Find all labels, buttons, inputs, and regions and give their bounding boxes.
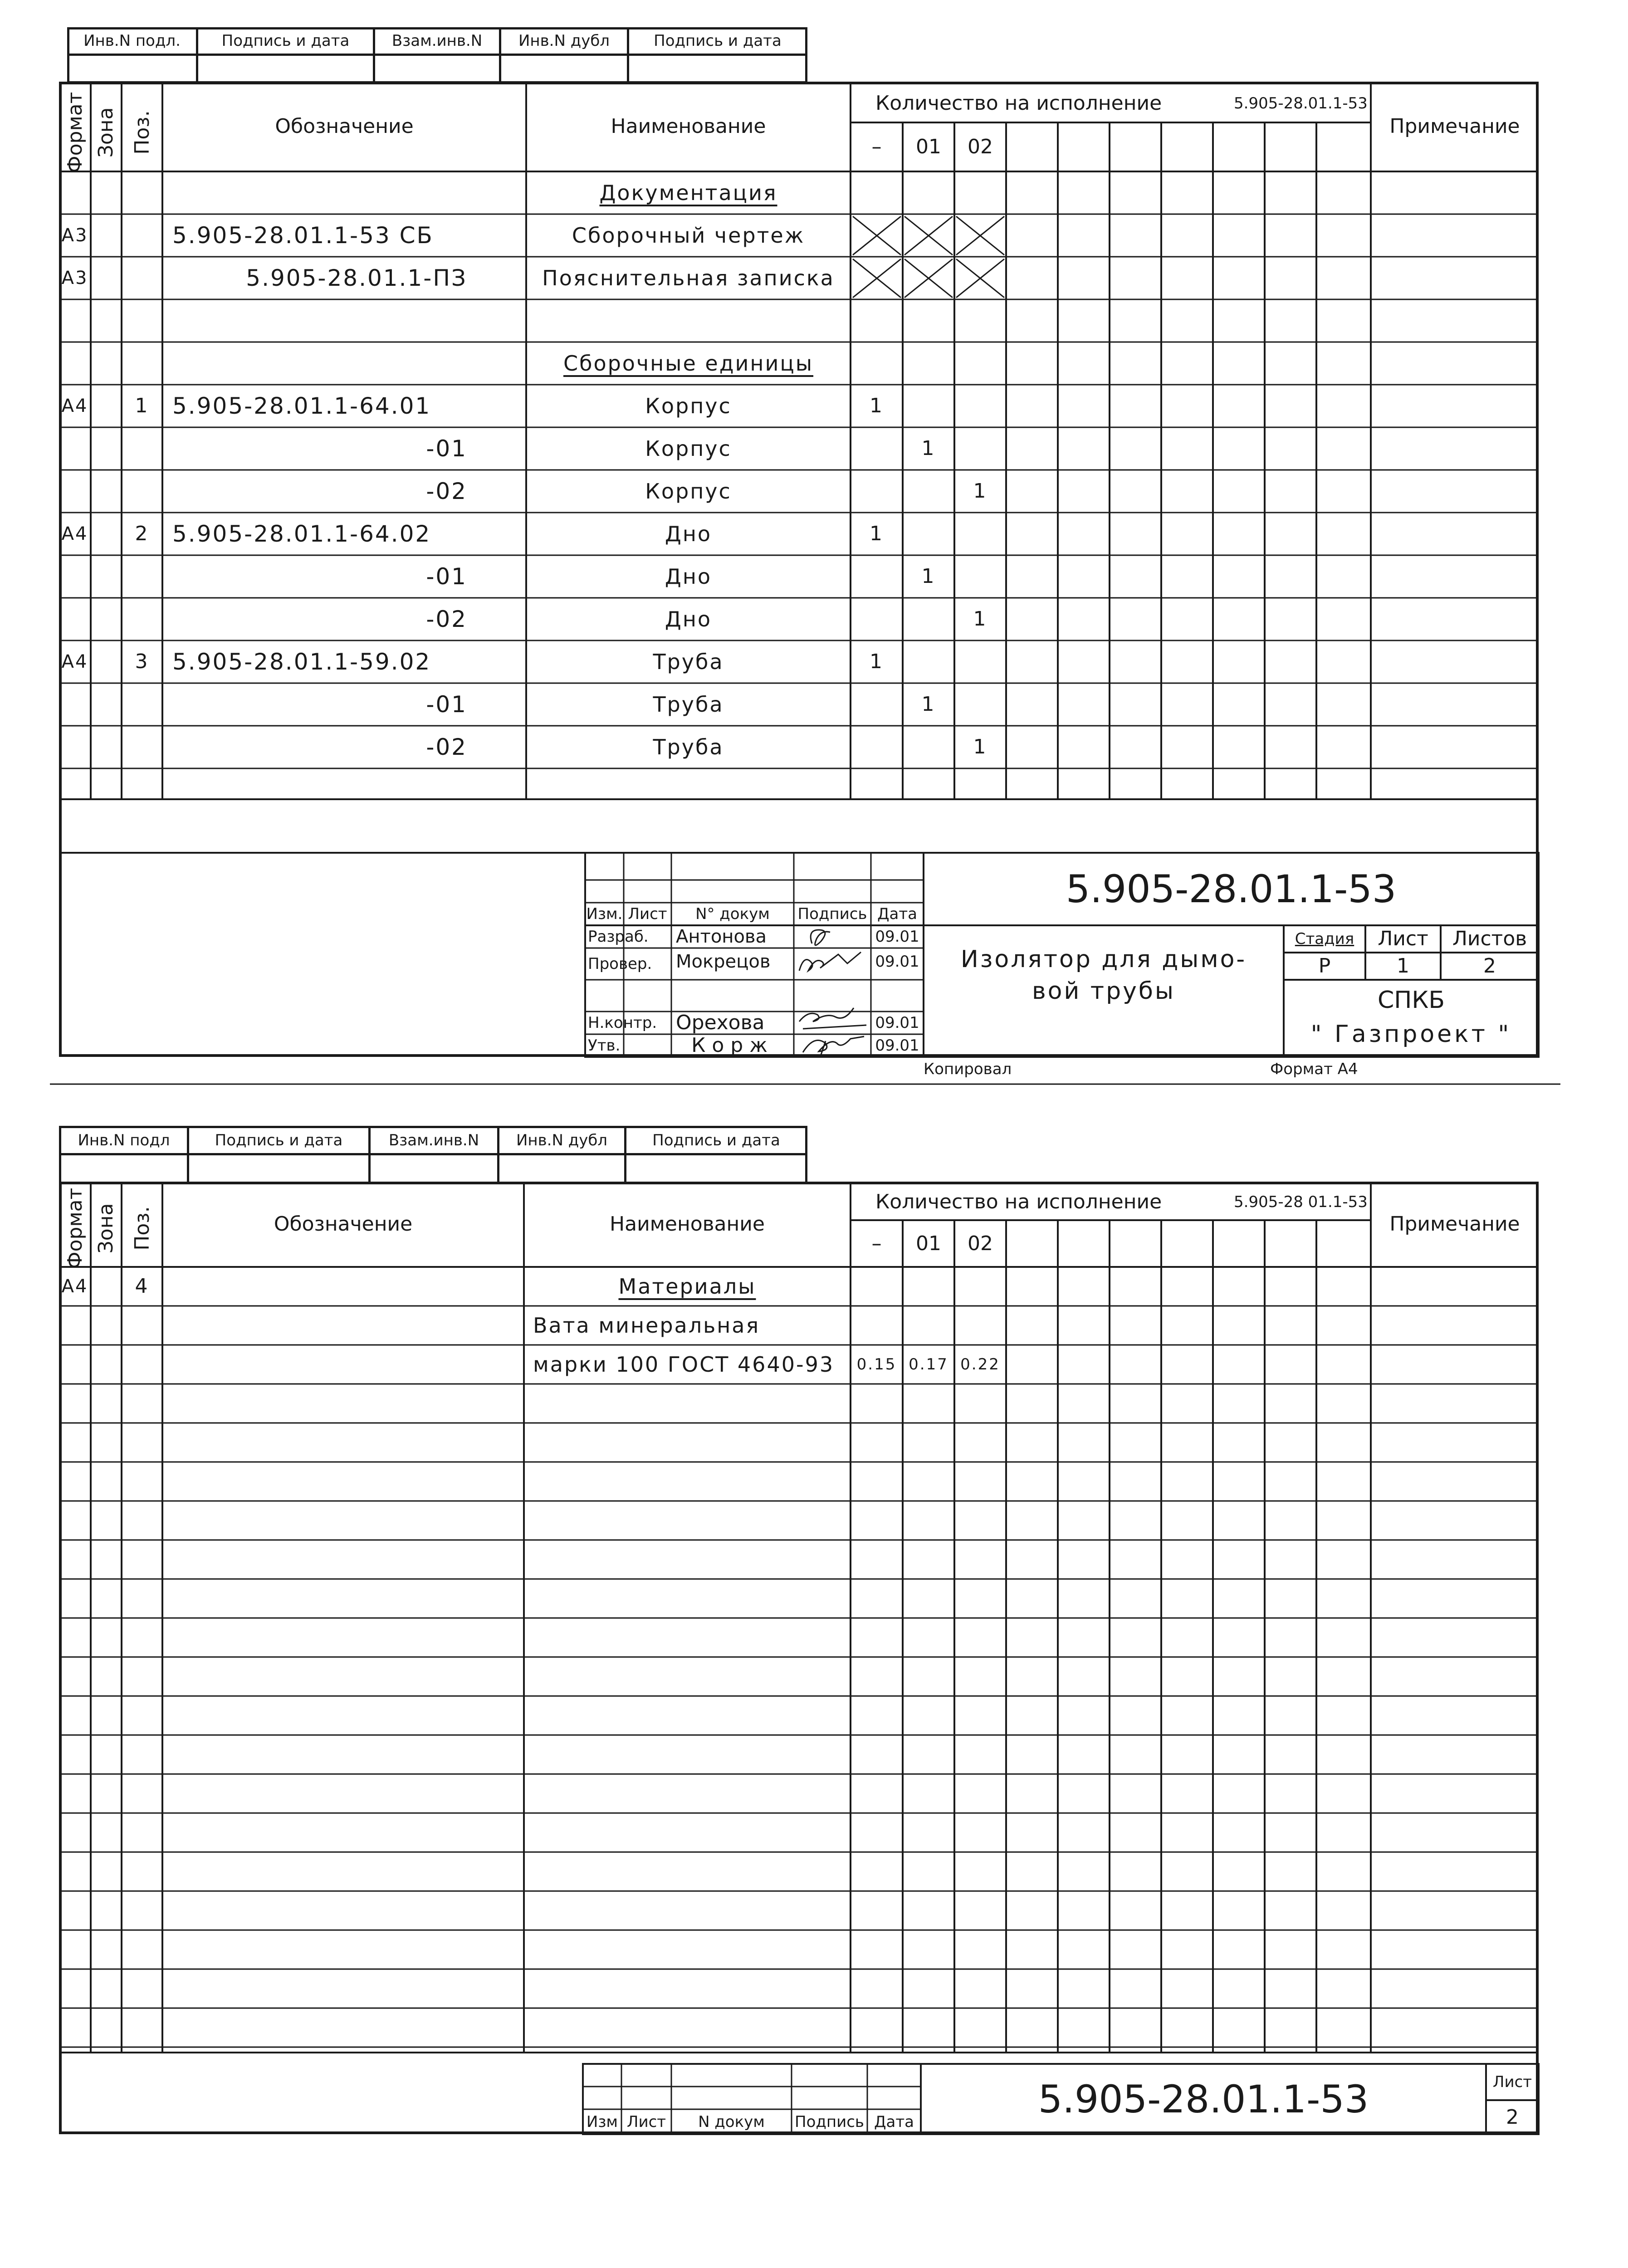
- cell-designation: 5.905-28.01.1-ПЗ: [246, 265, 467, 291]
- cell-designation: -02: [426, 734, 467, 760]
- cell-name: Сборочный чертеж: [572, 223, 805, 248]
- cell-name: Труба: [653, 735, 724, 759]
- cell-q0: [851, 1267, 903, 1306]
- col-label: Подпись: [795, 2112, 864, 2131]
- stamp-cell: Взам.инв.N: [388, 1131, 479, 1149]
- cell-q2: 0.22: [960, 1355, 1000, 1374]
- org-line-2: " Газпроект ": [1310, 1021, 1512, 1048]
- cell-name: Дно: [665, 564, 712, 589]
- header-format: Формат: [63, 92, 87, 173]
- cell-name: Документация: [599, 181, 777, 205]
- cell-name: марки 100 ГОСТ 4640-93: [533, 1352, 835, 1377]
- sheet-label: Лист: [1378, 927, 1428, 950]
- stamp-cell: Подпись и дата: [652, 1131, 780, 1149]
- header-qty-doc: 5.905-28.01.1-53: [1234, 94, 1368, 112]
- cell-q2: 1: [973, 607, 988, 631]
- header-qty-doc: 5.905-28 01.1-53: [1234, 1193, 1368, 1211]
- cell-q1: 0.17: [909, 1355, 948, 1374]
- cell-pos: [122, 1345, 162, 1384]
- cell-pos: 3: [135, 650, 149, 673]
- stamp-cell: Инв.N дубл: [518, 32, 610, 50]
- header-designation: Обозначение: [274, 1212, 413, 1236]
- header-name: Наименование: [611, 115, 766, 138]
- cell-q0: 1: [870, 394, 884, 417]
- stamp-cell: Подпись и дата: [654, 32, 782, 50]
- cell-q1: 1: [921, 565, 936, 588]
- sheets-value: 2: [1483, 954, 1496, 978]
- stamp-cell: Подпись и дата: [221, 32, 350, 50]
- col-label: Изм: [586, 2112, 618, 2131]
- header-note: Примечание: [1389, 115, 1520, 138]
- cell-pos: 1: [135, 394, 149, 417]
- sheet-value: 1: [1397, 954, 1409, 978]
- cell-zone: [91, 1267, 122, 1306]
- cell-format: А4: [61, 523, 88, 544]
- cell-format: А4: [61, 651, 88, 672]
- cell-pos: [122, 1306, 162, 1345]
- col-label: N° докум: [695, 905, 770, 923]
- cell-format: [59, 1306, 91, 1345]
- cell-q2: 1: [973, 479, 988, 503]
- cell-q1: [903, 1267, 954, 1306]
- col-label: Лист: [626, 2112, 666, 2131]
- cell-designation: [172, 1267, 526, 1306]
- cell-q1: 1: [921, 437, 936, 460]
- header-variant: –: [871, 1232, 882, 1255]
- role-label: Разраб.: [588, 928, 649, 946]
- stamp-cell: Инв.N подл.: [83, 32, 181, 50]
- cell-name: Дно: [665, 607, 712, 631]
- stamp-cell: Взам.инв.N: [391, 32, 483, 50]
- header-name: Наименование: [610, 1212, 765, 1236]
- role-label: Провер.: [588, 955, 652, 973]
- cell-q1: 1: [921, 693, 936, 716]
- cell-designation: -02: [426, 478, 467, 504]
- cell-q2: [954, 1306, 1006, 1345]
- col-label: Дата: [874, 2112, 914, 2131]
- header-pos: Поз.: [130, 110, 154, 155]
- header-designation: Обозначение: [275, 115, 414, 138]
- stage-label: Стадия: [1295, 930, 1354, 948]
- org-line-1: СПКБ: [1377, 987, 1445, 1014]
- cell-designation: 5.905-28.01.1-64.01: [172, 393, 431, 419]
- doc-number: 5.905-28.01.1-53: [1066, 867, 1397, 911]
- cell-designation: -01: [426, 435, 467, 462]
- cell-q2: 1: [973, 735, 988, 758]
- cell-name: Материалы: [618, 1274, 756, 1299]
- header-note: Примечание: [1389, 1212, 1520, 1236]
- cell-pos: 2: [135, 522, 149, 545]
- header-variant: 01: [916, 1232, 941, 1255]
- date: 09.01: [875, 928, 919, 946]
- cell-designation: [172, 1345, 526, 1384]
- cell-format: А4: [61, 1276, 88, 1297]
- col-label: Изм.: [586, 905, 623, 923]
- cell-zone: [91, 1306, 122, 1345]
- header-zone: Зона: [94, 1203, 117, 1254]
- cell-q1: [903, 1306, 954, 1345]
- sheets-label: Листов: [1452, 927, 1527, 950]
- cell-q0: [851, 1306, 903, 1345]
- cell-format: А3: [61, 225, 88, 246]
- date: 09.01: [875, 1014, 919, 1032]
- header-qty: Количество на исполнение: [875, 1190, 1162, 1213]
- cell-format: [59, 1345, 91, 1384]
- header-format: Формат: [63, 1188, 87, 1269]
- cell-q0: 1: [870, 650, 884, 673]
- cell-q0: 0.15: [856, 1355, 897, 1374]
- cell-format: А3: [61, 268, 88, 288]
- stamp-cell: Инв.N дубл: [516, 1131, 608, 1149]
- cell-name: Корпус: [645, 479, 732, 503]
- header-zone: Зона: [94, 107, 117, 158]
- cell-name: Сборочные единицы: [563, 351, 814, 376]
- cell-q2: [954, 1267, 1006, 1306]
- stage-value: Р: [1318, 954, 1331, 978]
- col-label: Дата: [877, 905, 918, 923]
- cell-name: Труба: [653, 650, 724, 674]
- cell-name: Дно: [665, 522, 712, 546]
- cell-name: Вата минеральная: [533, 1313, 760, 1338]
- person-name: Корж: [691, 1034, 774, 1057]
- cell-designation: -01: [426, 691, 467, 718]
- col-label: Подпись: [797, 905, 867, 923]
- person-name: Мокрецов: [676, 951, 771, 972]
- cell-designation: 5.905-28.01.1-59.02: [172, 649, 431, 675]
- stamp-cell: Подпись и дата: [215, 1131, 343, 1149]
- cell-name: Труба: [653, 692, 724, 717]
- copied-by: Копировал: [924, 1060, 1012, 1078]
- header-variant: 02: [968, 135, 993, 158]
- person-name: Антонова: [676, 926, 767, 947]
- cell-designation: 5.905-28.01.1-53 СБ: [172, 222, 434, 249]
- doc-title-line-1: Изолятор для дымо-: [960, 946, 1247, 973]
- cell-zone: [91, 1345, 122, 1384]
- date: 09.01: [875, 953, 919, 971]
- stamp-cell: Инв.N подл: [78, 1131, 170, 1149]
- header-variant: 01: [916, 135, 941, 158]
- cell-designation: [172, 1306, 526, 1345]
- role-label: Н.контр.: [588, 1014, 657, 1032]
- person-name: Орехова: [676, 1011, 765, 1034]
- cell-designation: -01: [426, 563, 467, 590]
- doc-title-line-2: вой трубы: [1032, 978, 1175, 1005]
- role-label: Утв.: [588, 1036, 621, 1055]
- doc-number: 5.905-28.01.1-53: [1038, 2077, 1369, 2121]
- cell-name: Корпус: [645, 436, 732, 461]
- sheet-value: 2: [1506, 2105, 1519, 2129]
- cell-pos: 4: [135, 1275, 149, 1298]
- cell-format: А4: [61, 396, 88, 416]
- header-pos: Поз.: [130, 1206, 154, 1251]
- sheet-label: Лист: [1492, 2073, 1532, 2091]
- cell-designation: 5.905-28.01.1-64.02: [172, 521, 431, 547]
- col-label: Лист: [628, 905, 667, 923]
- header-qty: Количество на исполнение: [875, 91, 1162, 115]
- date: 09.01: [875, 1036, 919, 1055]
- cell-name: Корпус: [645, 394, 732, 418]
- header-variant: 02: [968, 1232, 993, 1255]
- header-variant: –: [871, 135, 882, 158]
- col-label: N докум: [698, 2112, 765, 2131]
- cell-designation: -02: [426, 606, 467, 632]
- cell-name: Пояснительная записка: [542, 266, 835, 290]
- cell-q0: 1: [870, 522, 884, 545]
- format-note: Формат А4: [1270, 1060, 1358, 1078]
